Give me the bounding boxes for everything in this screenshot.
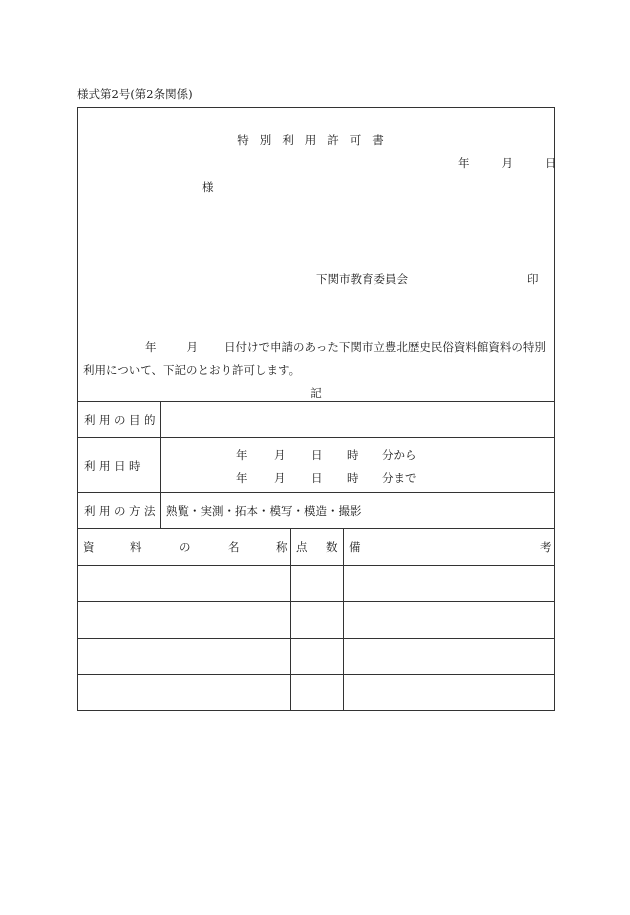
datetime-label: 利用日時 (84, 459, 144, 473)
header-name-4: 名 (228, 540, 240, 554)
header-count-2: 数 (326, 540, 338, 554)
row-divider (78, 565, 554, 566)
body-month: 月 (186, 340, 198, 354)
to-day: 日 (311, 471, 323, 485)
method-label: 利用の方法 (84, 504, 159, 518)
from-month: 月 (274, 448, 286, 462)
row-divider (78, 437, 554, 438)
body-text: 日付けで申請のあった下関市立豊北歴史民俗資料館資料の特別利用について、下記のとおり許可します。 (83, 340, 546, 377)
to-hour: 時 (347, 471, 359, 485)
header-name-5: 称 (276, 540, 288, 554)
row-divider (78, 674, 554, 675)
to-suffix: 分まで (382, 471, 417, 485)
row-divider (78, 401, 554, 402)
row-divider (78, 492, 554, 493)
from-day: 日 (311, 448, 323, 462)
header-remarks-2: 考 (540, 540, 552, 554)
issue-date (458, 155, 557, 171)
method-options: 熟覧・実測・拓本・模写・模造・撮影 (166, 504, 362, 518)
date-year: 年 (458, 156, 470, 170)
row-divider (78, 528, 554, 529)
ki-heading: 記 (310, 386, 322, 400)
seal-mark: 印 (527, 272, 539, 286)
header-count-1: 点 (296, 540, 308, 554)
form-id: 様式第2号(第2条関係) (77, 87, 193, 101)
permit-form (77, 107, 555, 711)
label-column-divider (160, 401, 161, 528)
date-day: 日 (545, 156, 557, 170)
row-divider (78, 601, 554, 602)
to-month: 月 (274, 471, 286, 485)
purpose-label: 利用の目的 (84, 413, 159, 427)
date-month: 月 (501, 156, 513, 170)
addressee-suffix: 様 (202, 180, 214, 194)
row-divider (78, 638, 554, 639)
count-column-divider (343, 528, 344, 710)
header-name-1: 資 (83, 540, 95, 554)
name-column-divider (290, 528, 291, 710)
from-suffix: 分から (382, 448, 417, 462)
to-year: 年 (236, 471, 248, 485)
body-year: 年 (145, 340, 157, 354)
issuer-name: 下関市教育委員会 (316, 272, 408, 286)
from-year: 年 (236, 448, 248, 462)
header-remarks-1: 備 (349, 540, 361, 554)
header-name-3: の (179, 540, 191, 554)
from-hour: 時 (347, 448, 359, 462)
document-title: 特別利用許可書 (237, 133, 395, 147)
header-name-2: 料 (130, 540, 142, 554)
permit-statement (83, 336, 551, 382)
